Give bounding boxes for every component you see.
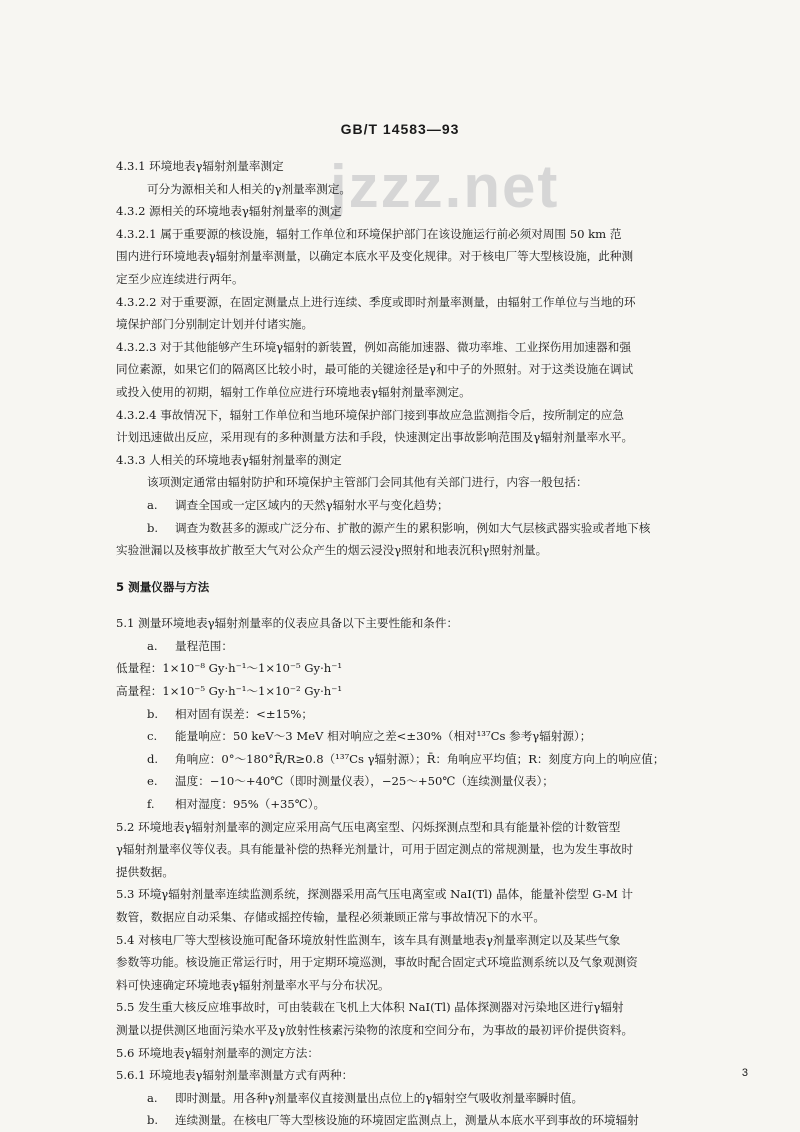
paragraph: 该项测定通常由辐射防护和环境保护主管部门会同其他有关部门进行，内容一般包括：	[147, 475, 588, 490]
clause-4-3-2-3: 4.3.2.3 对于其他能够产生环境γ辐射的新装置，例如高能加速器、微功率堆、工业探伤用加速器和强	[116, 339, 631, 354]
paragraph: 可分为源相关和人相关的γ剂量率测定。	[147, 181, 352, 196]
list-label: c.	[147, 729, 158, 744]
watermark: jzzz.net	[330, 153, 560, 220]
paragraph-line: 测量以提供测区地面污染水平及γ放射性核素污染物的浓度和空间分布，为事故的最初评价提供资料。	[116, 1022, 634, 1037]
list-label: b.	[147, 520, 159, 535]
clause-4-3-3: 4.3.3 人相关的环境地表γ辐射剂量率的测定	[116, 452, 342, 467]
clause-4-3-2-1: 4.3.2.1 属于重要源的核设施，辐射工作单位和环境保护部门在该设施运行前必须对周围 50 km 范	[116, 226, 622, 241]
clause-5-6-1: 5.6.1 环境地表γ辐射剂量率测量方式有两种：	[116, 1068, 354, 1083]
paragraph-line: 提供数据。	[116, 864, 174, 879]
high-range: 高量程：1×10⁻⁵ Gy·h⁻¹～1×10⁻² Gy·h⁻¹	[116, 684, 343, 699]
clause-4-3-1: 4.3.1 环境地表γ辐射剂量率测定	[116, 159, 284, 173]
clause-5-2: 5.2 环境地表γ辐射剂量率的测定应采用高气压电离室型、闪烁探测点型和具有能量补偿的计数管型	[116, 819, 621, 834]
clause-4-3-2: 4.3.2 源相关的环境地表γ辐射剂量率的测定	[116, 204, 342, 219]
list-item-a	[116, 494, 756, 517]
list-text: 调查全国或一定区域内的天然γ辐射水平与变化趋势；	[175, 497, 449, 512]
list-item-a	[116, 1087, 756, 1110]
list-item-c	[116, 725, 756, 748]
clause-5-1: 5.1 测量环境地表γ辐射剂量率的仪表应具备以下主要性能和条件：	[116, 616, 459, 631]
list-text: 相对湿度：95%（+35℃）。	[175, 797, 326, 812]
list-item-b	[116, 517, 756, 540]
list-item-b	[116, 703, 756, 726]
list-text: 即时测量。用各种γ剂量率仪直接测量出点位上的γ辐射空气吸收剂量率瞬时值。	[175, 1090, 584, 1105]
list-text: 量程范围：	[175, 638, 233, 653]
clause-4-3-2-2: 4.3.2.2 对于重要源，在固定测量点上进行连续、季度或即时剂量率测量，由辐射工作单位与当地的环	[116, 294, 636, 309]
list-item-d	[116, 748, 756, 771]
list-item-a	[116, 635, 756, 658]
paragraph-line: 境保护部门分别制定计划并付诸实施。	[116, 317, 314, 332]
list-label: f.	[147, 797, 155, 812]
list-text: 调查为数甚多的源或广泛分布、扩散的源产生的累积影响，例如大气层核武器实验或者地下核	[175, 520, 651, 535]
list-text: 相对固有误差：<±15%；	[175, 706, 313, 721]
list-text: 温度：−10～+40℃（即时测量仪表），−25～+50℃（连续测量仪表）；	[175, 774, 554, 789]
paragraph-line: 料可快速确定环境地表γ辐射剂量率水平与分布状况。	[116, 977, 390, 992]
paragraph-line: γ辐射剂量率仪等仪表。具有能量补偿的热释光剂量计，可用于固定测点的常规测量，也为发生事故时	[116, 842, 634, 857]
clause-5-5: 5.5 发生重大核反应堆事故时，可由装载在飞机上大体积 NaI(Tl) 晶体探测器对污染地区进行γ辐射	[116, 1000, 624, 1015]
list-label: b.	[147, 706, 159, 721]
list-label: a.	[147, 1090, 158, 1105]
paragraph-line: 或投入使用的初期，辐射工作单位应进行环境地表γ辐射剂量率测定。	[116, 384, 471, 399]
section-5-heading: 5 测量仪器与方法	[116, 579, 210, 594]
paragraph-line: 实验泄漏以及核事故扩散至大气对公众产生的烟云浸没γ照射和地表沉积γ照射剂量。	[116, 543, 548, 558]
list-text: 能量响应：50 keV～3 MeV 相对响应之差<±30%（相对¹³⁷Cs 参考γ辐射源）；	[175, 729, 592, 744]
page-number: 3	[741, 1067, 748, 1079]
paragraph-line: 计划迅速做出反应，采用现有的多种测量方法和手段，快速测定出事故影响范围及γ辐射剂量率水平。	[116, 430, 634, 445]
list-item-b	[116, 1109, 756, 1132]
standard-header: GB/T 14583—93	[340, 121, 460, 137]
clause-5-6: 5.6 环境地表γ辐射剂量率的测定方法：	[116, 1045, 319, 1060]
paragraph-line: 定至少应连续进行两年。	[116, 271, 244, 286]
list-text: 角响应：0°～180°R̄/R≥0.8（¹³⁷Cs γ辐射源）；R̄：角响应平均值；R：刻度方向上的响应值；	[175, 751, 665, 766]
list-item-e	[116, 770, 756, 793]
list-label: b.	[147, 1113, 159, 1128]
paragraph-line: 数管，数据应自动采集、存储或摇控传输，量程必须兼顾正常与事故情况下的水平。	[116, 910, 545, 924]
list-text: 连续测量。在核电厂等大型核设施的环境固定监测点上，测量从本底水平到事故的环境辐射	[175, 1113, 639, 1128]
list-item-f	[116, 793, 756, 816]
list-label: a.	[147, 497, 158, 512]
list-label: d.	[147, 751, 159, 766]
paragraph-line: 参数等功能。核设施正常运行时，用于定期环境巡测，事故时配合固定式环境监测系统以及气象观测资	[116, 955, 638, 970]
clause-4-3-2-4: 4.3.2.4 事故情况下，辐射工作单位和当地环境保护部门接到事故应急监测指令后，按所制定的应急	[116, 407, 624, 422]
clause-5-4: 5.4 对核电厂等大型核设施可配备环境放射性监测车，该车具有测量地表γ剂量率测定以及某些气象	[116, 932, 621, 947]
clause-5-3: 5.3 环境γ辐射剂量率连续监测系统，探测器采用高气压电离室或 NaI(Tl) 晶体，能量补偿型 G-M 计	[116, 887, 633, 902]
low-range: 低量程：1×10⁻⁸ Gy·h⁻¹～1×10⁻⁵ Gy·h⁻¹	[116, 661, 343, 676]
list-label: a.	[147, 638, 158, 653]
paragraph-line: 围内进行环境地表γ辐射剂量率测量，以确定本底水平及变化规律。对于核电厂等大型核设施，此种测	[116, 249, 634, 264]
paragraph-line: 同位素源，如果它们的隔离区比较小时，最可能的关键途径是γ和中子的外照射。对于这类设施在调试	[116, 362, 634, 377]
list-label: e.	[147, 774, 158, 789]
document-body	[116, 155, 756, 1132]
